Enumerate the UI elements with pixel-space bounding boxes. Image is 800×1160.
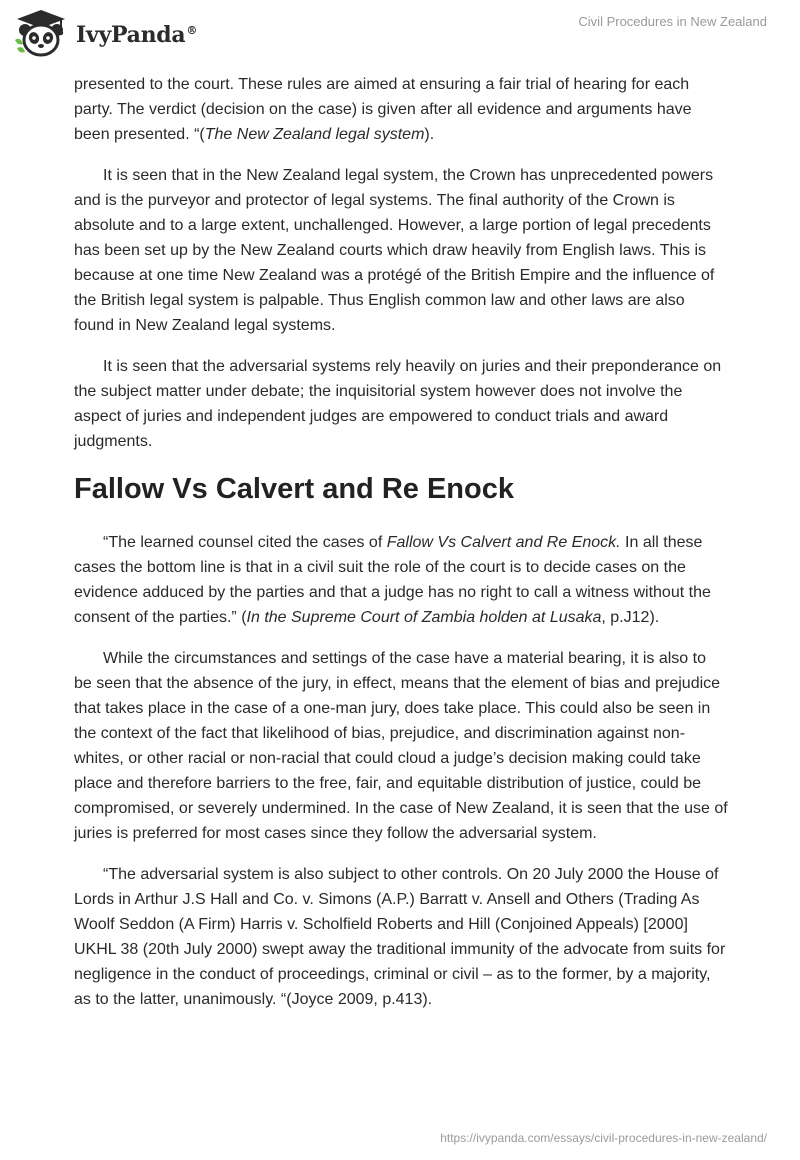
paragraph: “The learned counsel cited the cases of Fallow Vs Calvert and Re Enock. In all these cases the bottom line is that in a civil suit the role of the court is to decide cases on the evidence adduced by the parties and that a judge has no right to call a witness without the consent of the parties.” (In the Supreme Court of Zambia holden at Lusaka, p.J12). xyxy=(74,534,711,626)
panda-graduate-icon xyxy=(12,8,70,58)
paragraph: presented to the court. These rules are aimed at ensuring a fair trial of hearing for each party. The verdict (decision on the case) is given after all evidence and arguments have been presented. “(The New Zealand legal system). xyxy=(74,76,692,143)
paragraph: “The adversarial system is also subject to other controls. On 20 July 2000 the House of Lords in Arthur J.S Hall and Co. v. Simons (A.P.) Barratt v. Ansell and Others (Trading As Woolf Seddon (A Firm) Harris v. Scholfield Roberts and Hill (Conjoined Appeals) [2000] UKHL 38 (20th July 2000) swept away the traditional immunity of the advocate from suits for negligence in the conduct of proceedings, criminal or civil – as to the former, by a majority, as to the latter, unanimously. “(Joyce 2009, p.413). xyxy=(74,866,726,1008)
paragraph: It is seen that in the New Zealand legal system, the Crown has unprecedented powers and is the purveyor and protector of legal systems. The final authority of the Crown is absolute and to a large extent, unchallenged. However, a large portion of legal precedents has been set up by the New Zealand courts which draw heavily from English laws. This is because at one time New Zealand was a protégé of the British Empire and the influence of the British legal system is palpable. Thus English common law and other laws are also found in New Zealand legal systems. xyxy=(74,167,715,334)
logo-text: IvyPanda® xyxy=(76,22,198,48)
paragraph: While the circumstances and settings of the case have a material bearing, it is also to be seen that the absence of the jury, in effect, means that the element of bias and prejudice that takes place in the case of a one-man jury, does take place. This could also be seen in the context of the fact that likelihood of bias, prejudice, and discrimination against non-whites, or other racial or non-racial that could cloud a judge’s decision making could take place and therefore barriers to the free, fair, and equitable distribution of justice, could be compromised, or severely undermined. In the case of New Zealand, it is seen that the use of juries is preferred for most cases since they follow the adversarial system. xyxy=(74,650,728,842)
document-title: Civil Procedures in New Zealand xyxy=(578,14,767,29)
page-header xyxy=(0,0,800,62)
source-url[interactable]: https://ivypanda.com/essays/civil-procedures-in-new-zealand/ xyxy=(440,1131,767,1145)
paragraph: It is seen that the adversarial systems rely heavily on juries and their preponderance on the subject matter under debate; the inquisitorial system however does not involve the aspect of juries and independent judges are empowered to conduct trials and award judgments. xyxy=(74,358,722,450)
logo[interactable] xyxy=(12,8,197,58)
article-body xyxy=(74,72,728,1028)
section-heading: Fallow Vs Calvert and Re Enock xyxy=(74,473,514,505)
